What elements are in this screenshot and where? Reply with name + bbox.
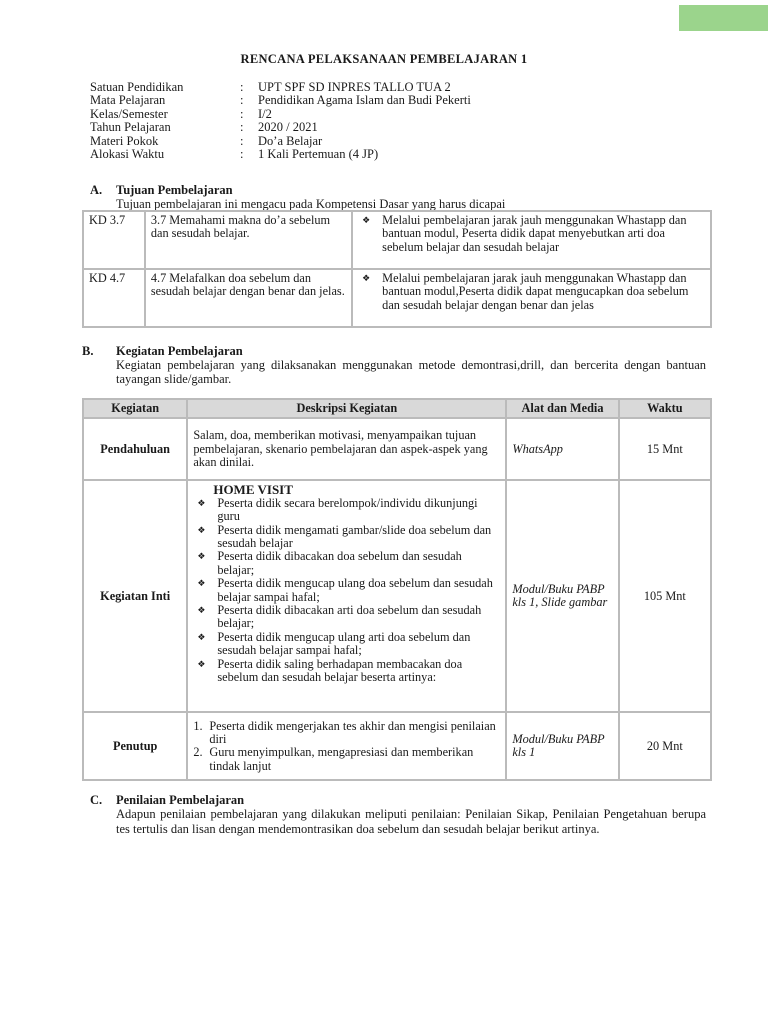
activity-time: 20 Mnt [619, 712, 711, 780]
bullet-icon: ❖ [197, 551, 206, 562]
info-row [90, 134, 471, 147]
list-number: 1. [193, 718, 203, 733]
info-colon: : [240, 106, 244, 121]
info-colon: : [240, 146, 244, 161]
bullet-icon: ❖ [197, 631, 206, 642]
info-colon: : [240, 120, 244, 135]
list-item-text: Peserta didik mengamati gambar/slide doa sebelum dan sesudah belajar [217, 522, 492, 551]
info-row [90, 147, 471, 160]
list-item-text: Peserta didik saling berhadapan membacakan doa sebelum dan sesudah belajar beserta artinya: [217, 656, 463, 685]
info-label: Kelas/Semester [90, 106, 168, 121]
bullet-icon: ❖ [197, 605, 206, 616]
activity-name: Pendahuluan [83, 418, 187, 480]
activity-name: Penutup [83, 712, 187, 780]
table-row [83, 269, 711, 327]
info-row [90, 80, 471, 93]
list-item [193, 631, 500, 658]
bullet-icon: ❖ [197, 578, 206, 589]
section-c-text: Adapun penilaian pembelajaran yang dilakukan meliputi penilaian: Penilaian Sikap, Penilaian Pengetahuan berupa tes tertulis dan lisan dengan mendemontrasikan doa sebelum dan sesudah belajar berikut artinya. [116, 807, 706, 836]
activity-time: 105 Mnt [619, 480, 711, 712]
activity-time: 15 Mnt [619, 418, 711, 480]
kd-code: KD 3.7 [83, 211, 145, 269]
list-item [193, 497, 500, 524]
column-header-kegiatan: Kegiatan [83, 399, 187, 418]
table-row [83, 418, 711, 480]
info-colon: : [240, 93, 244, 108]
info-value: 2020 / 2021 [258, 120, 318, 135]
section-c-heading [90, 793, 244, 807]
info-label: Alokasi Waktu [90, 146, 165, 161]
info-colon: : [240, 133, 244, 148]
kd-code: KD 4.7 [83, 269, 145, 327]
info-row [90, 107, 471, 120]
section-letter: B. [82, 344, 94, 358]
bullet-icon: ❖ [197, 524, 206, 535]
info-row [90, 93, 471, 106]
table-row [83, 712, 711, 780]
list-item [193, 604, 500, 631]
list-item-text: Peserta didik mengucap ulang arti doa sebelum dan sesudah belajar sampai hafal; [217, 629, 471, 658]
section-b-heading [82, 344, 243, 358]
section-heading-text: Kegiatan Pembelajaran [116, 344, 243, 358]
table-row [83, 211, 711, 269]
kd-goal-cell [352, 269, 711, 327]
section-b-text: Kegiatan pembelajaran yang dilaksanakan menggunakan metode demontrasi,drill, dan bercerita dengan bantuan tayangan slide/gambar. [116, 358, 706, 386]
bullet-icon: ❖ [197, 497, 206, 508]
activity-media: Modul/Buku PABP kls 1, Slide gambar [506, 480, 618, 712]
info-label: Mata Pelajaran [90, 93, 166, 108]
info-label: Materi Pokok [90, 133, 159, 148]
list-item [358, 214, 705, 254]
list-number: 2. [193, 745, 203, 760]
activity-description: Salam, doa, memberikan motivasi, menyampaikan tujuan pembelajaran, skenario pembelajaran dan aspek-aspek yang akan dinilai. [187, 418, 506, 480]
table-header-row [83, 399, 711, 418]
bullet-icon: ❖ [362, 215, 371, 225]
activity-name: Kegiatan Inti [83, 480, 187, 712]
bullet-icon: ❖ [197, 658, 206, 669]
section-heading-text: Penilaian Pembelajaran [116, 793, 245, 807]
column-header-waktu: Waktu [619, 399, 711, 418]
kd-goal: Melalui pembelajaran jarak jauh menggunakan Whastapp dan bantuan modul,Peserta didik dapat mengucapkan doa sebelum dan sesudah belajar dengan benar dan jelas [382, 271, 689, 312]
column-header-alat: Alat dan Media [506, 399, 618, 418]
bullet-icon: ❖ [362, 273, 371, 283]
column-header-deskripsi: Deskripsi Kegiatan [187, 399, 506, 418]
list-item [193, 577, 500, 604]
activity-media: WhatsApp [506, 418, 618, 480]
info-value: Pendidikan Agama Islam dan Budi Pekerti [258, 93, 471, 108]
kd-goal-cell [352, 211, 711, 269]
info-value: UPT SPF SD INPRES TALLO TUA 2 [258, 80, 451, 94]
kd-description: 3.7 Memahami makna do’a sebelum dan sesudah belajar. [145, 211, 352, 269]
kd-goal: Melalui pembelajaran jarak jauh menggunakan Whastapp dan bantuan modul, Peserta didik dapat menyebutkan arti doa sebelum belajar dan sesudah belajar [382, 213, 687, 254]
section-a-heading [90, 183, 233, 197]
list-item-text: Peserta didik dibacakan arti doa sebelum dan sesudah belajar; [217, 603, 482, 631]
section-a-intro: Tujuan pembelajaran ini mengacu pada Kompetensi Dasar yang harus dicapai [116, 197, 506, 211]
list-item [193, 550, 500, 577]
list-item [193, 746, 500, 773]
section-letter: C. [90, 793, 103, 807]
list-item-text: Peserta didik mengucap ulang doa sebelum dan sesudah belajar sampai hafal; [217, 576, 493, 604]
info-label: Tahun Pelajaran [90, 120, 171, 135]
list-item [193, 720, 500, 747]
activity-description-cell [187, 480, 506, 712]
list-item [193, 658, 500, 685]
kd-table [82, 210, 712, 328]
identity-block [90, 80, 471, 160]
document-title: RENCANA PELAKSANAAN PEMBELAJARAN 1 [240, 52, 528, 66]
section-heading-text: Tujuan Pembelajaran [116, 183, 233, 197]
list-item [193, 524, 500, 551]
kd-description: 4.7 Melafalkan doa sebelum dan sesudah belajar dengan benar dan jelas. [145, 269, 352, 327]
info-colon: : [240, 80, 244, 94]
corner-color-mark [679, 5, 768, 31]
info-value: I/2 [258, 106, 272, 121]
list-item-text: Peserta didik dibacakan doa sebelum dan sesudah belajar; [217, 549, 462, 577]
info-row [90, 120, 471, 133]
list-item-text: Peserta didik secara berelompok/individu dikunjungi guru [217, 495, 478, 524]
info-label: Satuan Pendidikan [90, 80, 184, 94]
info-value: Do’a Belajar [258, 133, 323, 148]
activities-table [82, 398, 712, 781]
list-item-text: Guru menyimpulkan, mengapresiasi dan memberikan tindak lanjut [209, 745, 474, 773]
info-value: 1 Kali Pertemuan (4 JP) [258, 146, 379, 161]
list-item [358, 272, 705, 312]
activity-media: Modul/Buku PABP kls 1 [506, 712, 618, 780]
home-visit-subtitle: HOME VISIT [213, 482, 293, 498]
list-item-text: Peserta didik mengerjakan tes akhir dan mengisi penilaian diri [209, 718, 496, 746]
table-row [83, 480, 711, 712]
activity-description-cell [187, 712, 506, 780]
section-letter: A. [90, 183, 103, 197]
